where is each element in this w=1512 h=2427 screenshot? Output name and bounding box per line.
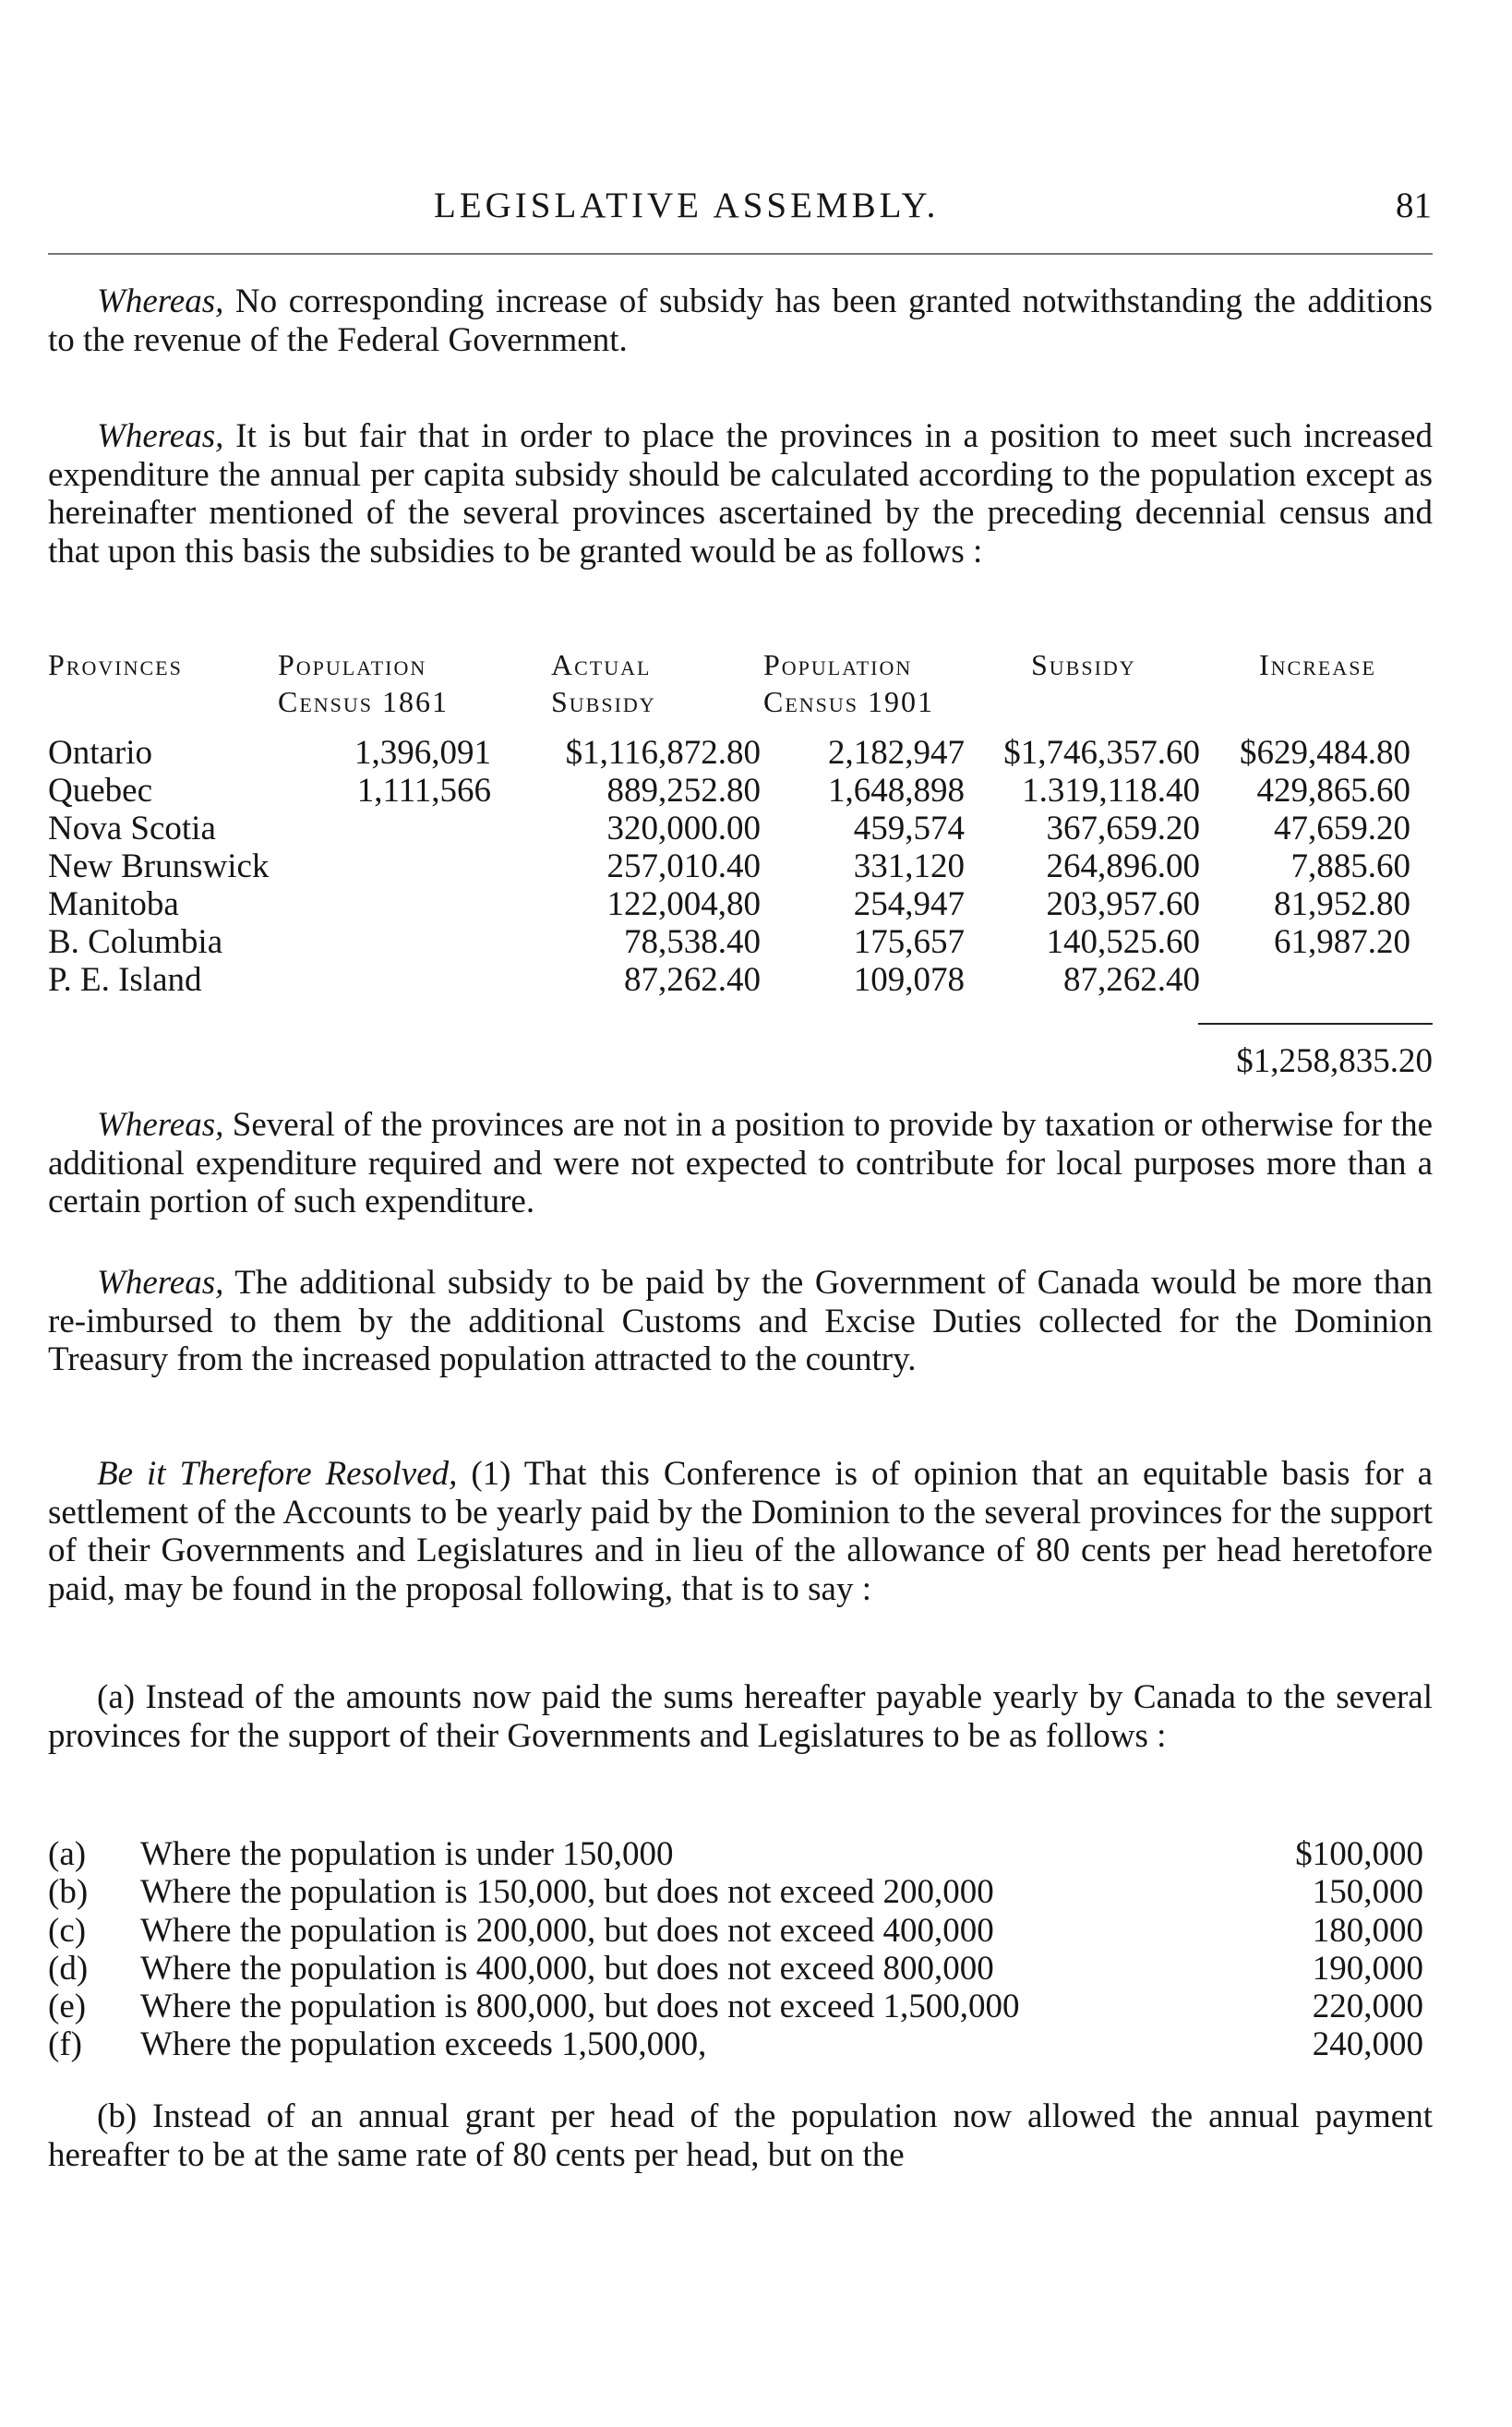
paragraph-text: The additional subsidy to be paid by the Government of Canada would be more than re-imbursed to them by the additional Customs and Excise Duties collected for the Dominion Treasury from the increased population attracted to the country.	[48, 1264, 1433, 1378]
schedule-mark: (d)	[48, 1949, 89, 1988]
cell-actual: 320,000.00	[606, 810, 761, 847]
cell-increase: $629,484.80	[1240, 734, 1410, 772]
running-head	[0, 185, 1512, 231]
paragraph-2	[48, 417, 1433, 571]
table-row	[48, 961, 1442, 999]
schedule-row	[48, 1988, 1442, 2025]
cell-pop1861: 1,111,566	[356, 772, 491, 810]
cell-province: Ontario	[48, 734, 153, 772]
col-header-actual-line2: Subsidy	[551, 685, 656, 718]
schedule-text: Where the population exceeds 1,500,000,	[140, 2025, 707, 2064]
paragraph-text: It is but fair that in order to place the provinces in a position to meet such increased expenditure the annual per capita subsidy should be calculated according to the population except as hereinafter mentioned of the several provinces ascertained by the preceding decennial census and that upon this basis the subsidies to be granted would be as follows :	[48, 417, 1433, 571]
cell-pop1901: 1,648,898	[828, 772, 965, 810]
schedule-amount: 190,000	[1312, 1949, 1423, 1988]
table-header	[48, 646, 1442, 720]
cell-actual: 257,010.40	[606, 847, 761, 885]
cell-subsidy: 140,525.60	[1046, 923, 1200, 961]
col-header-increase: Increase	[1259, 648, 1376, 681]
cell-subsidy: 367,659.20	[1046, 810, 1200, 847]
cell-increase: 7,885.60	[1290, 847, 1410, 885]
schedule-text: Where the population is 800,000, but does not exceed 1,500,000	[140, 1988, 1020, 2026]
schedule-mark: (b)	[48, 1873, 89, 1912]
schedule-row	[48, 1835, 1442, 1873]
cell-province: P. E. Island	[48, 961, 202, 999]
total-rule	[1198, 1023, 1433, 1025]
schedule-amount: $100,000	[1295, 1835, 1423, 1873]
cell-increase: 61,987.20	[1274, 923, 1410, 961]
schedule-amount: 240,000	[1312, 2025, 1423, 2064]
population-schedule	[48, 1835, 1442, 2064]
cell-pop1901: 175,657	[853, 923, 965, 961]
paragraph-lead: Whereas,	[97, 1106, 224, 1144]
cell-subsidy: 87,262.40	[1063, 961, 1200, 999]
schedule-amount: 180,000	[1312, 1911, 1423, 1950]
schedule-row	[48, 2025, 1442, 2063]
cell-province: Quebec	[48, 772, 152, 810]
table-row	[48, 847, 1442, 885]
subsidy-table	[48, 734, 1442, 999]
paragraph-lead: Whereas,	[97, 417, 224, 455]
cell-province: New Brunswick	[48, 847, 270, 885]
col-header-subsidy: Subsidy	[1031, 648, 1136, 681]
col-header-actual-line1: Actual	[551, 648, 652, 681]
table-row	[48, 885, 1442, 923]
cell-province: Manitoba	[48, 885, 179, 923]
paragraph-text: No corresponding increase of subsidy has been granted notwithstanding the additions to the revenue of the Federal Government.	[48, 282, 1433, 359]
paragraph-6: (a) Instead of the amounts now paid the sums hereafter payable yearly by Canada to the several provinces for the support of their Governments and Legislatures to be as follows :	[48, 1678, 1433, 1755]
cell-subsidy: 264,896.00	[1046, 847, 1200, 885]
schedule-amount: 220,000	[1312, 1988, 1423, 2026]
cell-increase: 47,659.20	[1274, 810, 1410, 847]
paragraph-7: (b) Instead of an annual grant per head of the population now allowed the annual payment hereafter to be at the same rate of 80 cents per head, but on the	[48, 2097, 1433, 2174]
paragraph-lead: Whereas,	[97, 282, 224, 320]
paragraph-3	[48, 1106, 1433, 1221]
schedule-text: Where the population is 200,000, but does not exceed 400,000	[140, 1911, 994, 1950]
cell-pop1901: 109,078	[853, 961, 965, 999]
cell-pop1901: 254,947	[853, 885, 965, 923]
paragraph-text: (1) That this Conference is of opinion that an equitable basis for a settlement of the Accounts to be yearly paid by the Dominion to the several provinces for the support of their Governments and Legislatures and in lieu of the allowance of 80 cents per head heretofore paid, may be found in the proposal following, that is to say :	[48, 1455, 1433, 1608]
schedule-text: Where the population is 400,000, but does not exceed 800,000	[140, 1949, 994, 1988]
cell-pop1861: 1,396,091	[354, 734, 491, 772]
col-header-pop1861-line1: Population	[278, 648, 427, 681]
schedule-mark: (a)	[48, 1835, 87, 1873]
paragraph-1	[48, 282, 1433, 359]
cell-pop1901: 459,574	[853, 810, 965, 847]
table-row	[48, 734, 1442, 772]
schedule-text: Where the population is under 150,000	[140, 1835, 674, 1873]
page-title: LEGISLATIVE ASSEMBLY.	[434, 186, 940, 225]
cell-subsidy: 1.319,118.40	[1022, 772, 1200, 810]
cell-subsidy: 203,957.60	[1046, 885, 1200, 923]
table-row	[48, 923, 1442, 961]
cell-pop1901: 331,120	[853, 847, 965, 885]
cell-increase: 429,865.60	[1256, 772, 1410, 810]
col-header-provinces: Provinces	[48, 648, 183, 681]
col-header-pop1901-line1: Population	[763, 648, 913, 681]
table-total: $1,258,835.20	[1236, 1042, 1433, 1080]
paragraph-lead: Be it Therefore Resolved,	[97, 1455, 458, 1493]
cell-increase: 81,952.80	[1274, 885, 1410, 923]
paragraph-text: Several of the provinces are not in a position to provide by taxation or otherwise for the additional expenditure required and were not expected to contribute for local purposes more than a certain portion of such expenditure.	[48, 1106, 1433, 1220]
cell-subsidy: $1,746,357.60	[1003, 734, 1200, 772]
schedule-mark: (c)	[48, 1911, 87, 1950]
schedule-row	[48, 1912, 1442, 1950]
page-number: 81	[1396, 186, 1432, 225]
schedule-text: Where the population is 150,000, but does not exceed 200,000	[140, 1873, 994, 1912]
schedule-amount: 150,000	[1312, 1873, 1423, 1912]
schedule-row	[48, 1873, 1442, 1911]
cell-actual: 889,252.80	[606, 772, 761, 810]
cell-province: B. Columbia	[48, 923, 223, 961]
cell-actual: $1,116,872.80	[565, 734, 761, 772]
paragraph-4	[48, 1264, 1433, 1379]
paragraph-5	[48, 1455, 1433, 1608]
table-row	[48, 772, 1442, 810]
cell-actual: 122,004,80	[606, 885, 761, 923]
schedule-row	[48, 1950, 1442, 1988]
cell-actual: 87,262.40	[624, 961, 761, 999]
header-rule	[48, 253, 1433, 255]
schedule-mark: (f)	[48, 2025, 82, 2064]
schedule-mark: (e)	[48, 1988, 87, 2026]
col-header-pop1901-line2: Census 1901	[763, 685, 935, 718]
cell-actual: 78,538.40	[624, 923, 761, 961]
cell-pop1901: 2,182,947	[828, 734, 965, 772]
col-header-pop1861-line2: Census 1861	[278, 685, 450, 718]
table-row	[48, 810, 1442, 847]
paragraph-lead: Whereas,	[97, 1264, 224, 1302]
cell-province: Nova Scotia	[48, 810, 216, 847]
